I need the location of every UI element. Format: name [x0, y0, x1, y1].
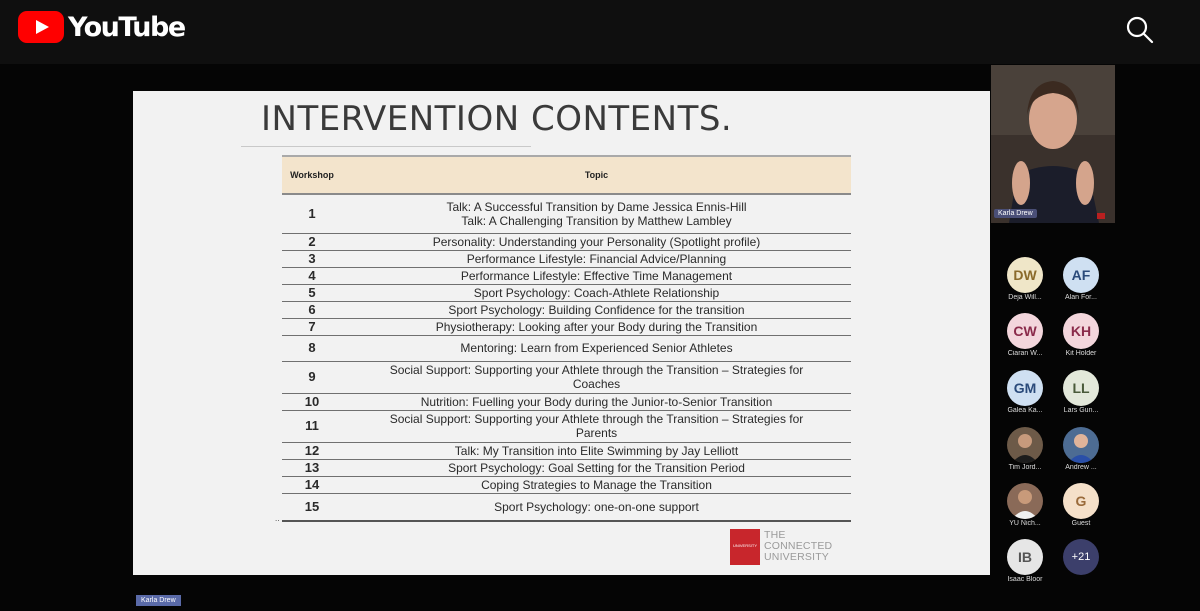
participant-name: Isaac Bloor — [1007, 576, 1043, 583]
university-name-line: UNIVERSITY — [764, 551, 830, 563]
table-row — [282, 267, 851, 284]
avatar — [1007, 427, 1043, 463]
topic-line: Social Support: Supporting your Athlete through the Transition – Strategies for — [389, 412, 804, 426]
avatar: AF — [1063, 257, 1099, 293]
participant-name: Kit Holder — [1065, 350, 1097, 357]
participant-photo-icon — [1063, 427, 1099, 463]
university-badge — [730, 529, 760, 565]
avatar — [1063, 427, 1099, 463]
youtube-play-icon — [18, 11, 64, 43]
workshop-topic: Sport Psychology: Goal Setting for the Transition Period — [342, 459, 851, 476]
participant[interactable] — [997, 483, 1053, 539]
workshop-number: 2 — [282, 233, 342, 250]
participant[interactable] — [1053, 257, 1109, 313]
table-row — [282, 284, 851, 301]
participant-name: Galea Ka... — [1007, 407, 1043, 414]
title-underline — [241, 146, 531, 147]
participant[interactable] — [997, 370, 1053, 426]
avatar: LL — [1063, 370, 1099, 406]
table-row — [282, 476, 851, 493]
workshop-topic: Talk: My Transition into Elite Swimming by Jay Lelliott — [342, 442, 851, 459]
participant[interactable] — [1053, 313, 1109, 369]
workshop-number: 13 — [282, 459, 342, 476]
workshop-topic: Sport Psychology: Coach-Athlete Relationship — [342, 284, 851, 301]
search-icon — [1120, 10, 1160, 50]
workshop-topic: Sport Psychology: one-on-one support — [342, 493, 851, 521]
participant-name: Guest — [1071, 520, 1091, 527]
avatar: CW — [1007, 313, 1043, 349]
topic-line: Parents — [575, 426, 618, 440]
table-row — [282, 301, 851, 318]
workshop-topic: Physiotherapy: Looking after your Body during the Transition — [342, 318, 851, 335]
avatar: IB — [1007, 539, 1043, 575]
workshop-number: 6 — [282, 301, 342, 318]
youtube-header — [0, 0, 1200, 64]
workshop-number: 4 — [282, 267, 342, 284]
table-row — [282, 233, 851, 250]
topic-line: Coaches — [572, 377, 621, 391]
header-workshop: Workshop — [282, 156, 342, 194]
participant-name: Ciaran W... — [1007, 350, 1043, 357]
participant-photo-icon — [1007, 483, 1043, 519]
avatar: GM — [1007, 370, 1043, 406]
participant-name: Tim Jord... — [1008, 464, 1042, 471]
speaker-video-feed — [991, 65, 1115, 223]
participant[interactable] — [997, 539, 1053, 595]
workshop-number: 12 — [282, 442, 342, 459]
header-topic: Topic — [342, 156, 851, 194]
youtube-logo[interactable] — [18, 11, 185, 43]
workshop-topic — [342, 410, 851, 442]
workshop-number: 5 — [282, 284, 342, 301]
participant[interactable] — [997, 313, 1053, 369]
participant-name: YU Nich... — [1009, 520, 1041, 527]
table-row — [282, 361, 851, 393]
workshop-number: 1 — [282, 194, 342, 233]
topic-line: Talk: A Successful Transition by Dame Jessica Ennis-Hill — [446, 199, 747, 214]
topic-line: Talk: A Challenging Transition by Matthew Lambley — [461, 213, 732, 228]
workshop-number: 11 — [282, 410, 342, 442]
table-row — [282, 410, 851, 442]
participant-name: Andrew ... — [1065, 464, 1097, 471]
workshop-topic: Mentoring: Learn from Experienced Senior Athletes — [342, 335, 851, 361]
table-row — [282, 393, 851, 410]
workshop-topic — [342, 194, 851, 233]
workshop-topic: Personality: Understanding your Personality (Spotlight profile) — [342, 233, 851, 250]
participant[interactable] — [1053, 483, 1109, 539]
university-name-line: CONNECTED — [764, 540, 833, 552]
university-name — [764, 530, 832, 563]
slide-dots: .. — [275, 514, 280, 523]
participant[interactable] — [997, 427, 1053, 483]
youtube-wordmark: YouTube — [68, 11, 185, 43]
workshop-topic: Sport Psychology: Building Confidence for the transition — [342, 301, 851, 318]
participant-photo-icon — [1007, 427, 1043, 463]
speaker-video-tile[interactable] — [991, 65, 1115, 223]
workshop-topic — [342, 361, 851, 393]
workshop-topic: Performance Lifestyle: Financial Advice/Planning — [342, 250, 851, 267]
workshop-number: 9 — [282, 361, 342, 393]
presenter-name-tag: Karla Drew — [136, 595, 181, 606]
workshop-topic: Coping Strategies to Manage the Transition — [342, 476, 851, 493]
table-row — [282, 318, 851, 335]
avatar: DW — [1007, 257, 1043, 293]
table-row — [282, 493, 851, 521]
speaker-name-tag: Karla Drew — [994, 209, 1037, 218]
workshop-topic: Nutrition: Fuelling your Body during the Junior-to-Senior Transition — [342, 393, 851, 410]
university-badge-text: UNIVERSITY — [733, 543, 758, 548]
participant[interactable] — [1053, 370, 1109, 426]
table-row — [282, 459, 851, 476]
topic-line: Social Support: Supporting your Athlete through the Transition – Strategies for — [389, 363, 804, 377]
avatar: KH — [1063, 313, 1099, 349]
participant[interactable] — [1053, 427, 1109, 483]
participant[interactable] — [997, 257, 1053, 313]
avatar: G — [1063, 483, 1099, 519]
workshop-topic: Performance Lifestyle: Effective Time Management — [342, 267, 851, 284]
table-row — [282, 442, 851, 459]
participant-name: Alan For... — [1065, 294, 1097, 301]
table-row — [282, 250, 851, 267]
workshop-number: 3 — [282, 250, 342, 267]
participant-name: Deja Will... — [1008, 294, 1042, 301]
more-participants-button[interactable]: +21 — [1063, 539, 1099, 575]
workshop-number: 10 — [282, 393, 342, 410]
workshop-number: 15 — [282, 493, 342, 521]
avatar — [1007, 483, 1043, 519]
table-row — [282, 194, 851, 233]
workshop-number: 14 — [282, 476, 342, 493]
search-button[interactable] — [1120, 10, 1160, 50]
table-row — [282, 335, 851, 361]
slide-title: INTERVENTION CONTENTS. — [261, 99, 733, 139]
university-name-line: THE — [764, 529, 786, 541]
connected-university-logo — [730, 529, 854, 565]
workshop-number: 7 — [282, 318, 342, 335]
workshop-number: 8 — [282, 335, 342, 361]
table-header-row — [282, 156, 851, 194]
participant-name: Lars Gun... — [1063, 407, 1099, 414]
shared-slide — [133, 91, 990, 575]
workshop-table — [282, 155, 851, 522]
